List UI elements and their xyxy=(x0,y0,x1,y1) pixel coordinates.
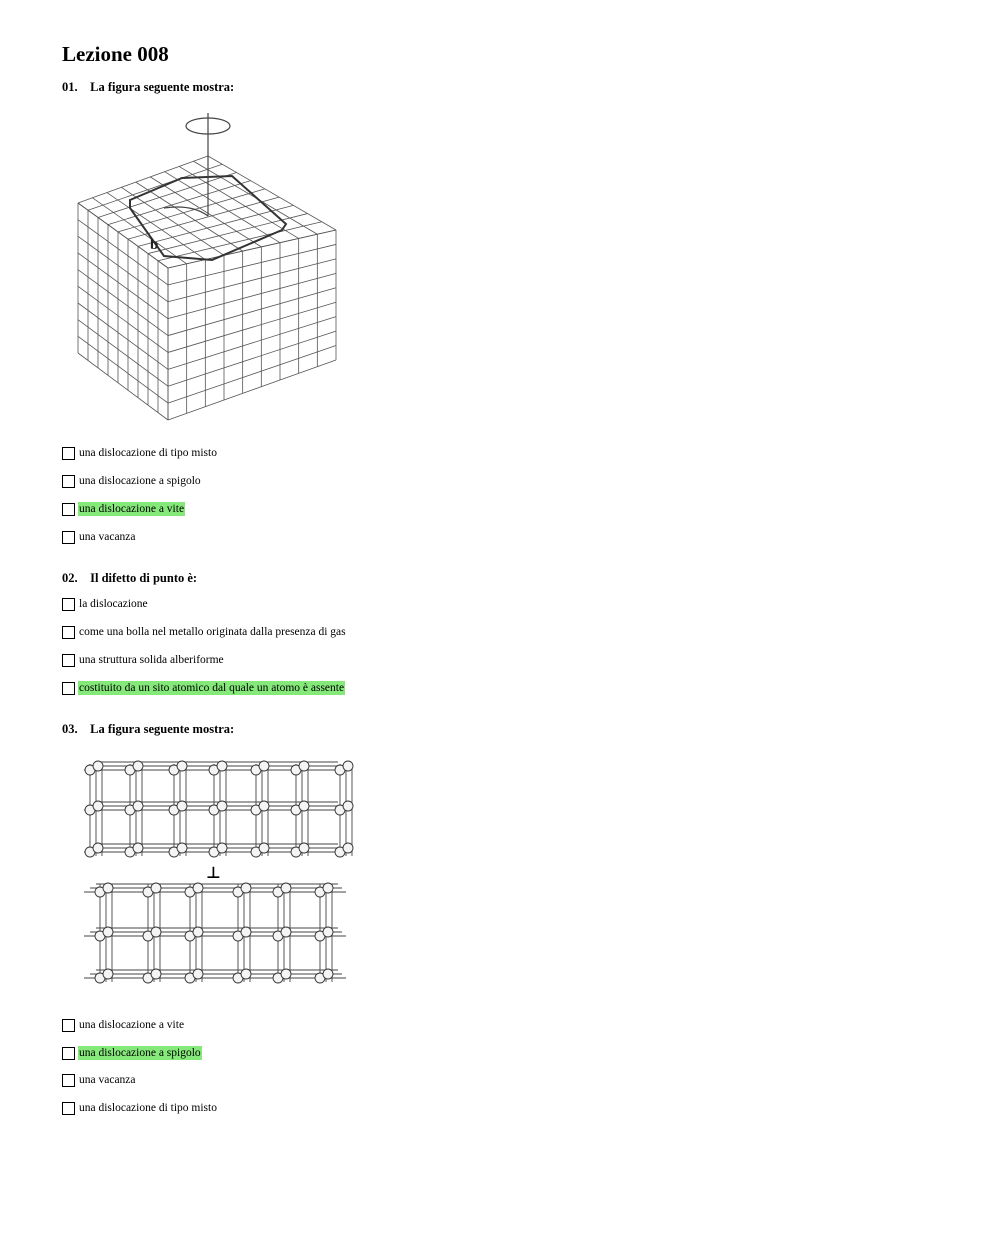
option-text: una vacanza xyxy=(79,1074,136,1086)
option-text-correct: una dislocazione a spigolo xyxy=(79,1047,201,1059)
option-text: una vacanza xyxy=(79,531,136,543)
option-03-a[interactable] xyxy=(62,1017,185,1033)
option-text: una dislocazione di tipo misto xyxy=(79,1102,217,1114)
question-number: 03. xyxy=(62,722,78,736)
option-01-d[interactable] xyxy=(62,529,137,545)
question-text: Il difetto di punto è: xyxy=(90,571,198,585)
checkbox[interactable] xyxy=(62,1102,75,1115)
checkbox[interactable] xyxy=(62,1019,75,1032)
option-text: una struttura solida alberiforme xyxy=(79,654,224,666)
question-number: 02. xyxy=(62,571,78,585)
question-02 xyxy=(62,571,197,586)
option-02-b[interactable] xyxy=(62,624,347,640)
option-text: una dislocazione a vite xyxy=(79,1019,185,1031)
checkbox[interactable] xyxy=(62,1047,75,1060)
option-text-correct: costituito da un sito atomico dal quale un atomo è assente xyxy=(79,682,345,694)
question-text: La figura seguente mostra: xyxy=(90,80,235,94)
option-03-d[interactable] xyxy=(62,1100,218,1116)
page-title: Lezione 008 xyxy=(62,42,169,66)
option-03-b[interactable] xyxy=(62,1045,202,1061)
screw-dislocation-figure xyxy=(72,108,344,428)
checkbox[interactable] xyxy=(62,503,75,516)
checkbox[interactable] xyxy=(62,1074,75,1087)
option-text: come una bolla nel metallo originata dalla presenza di gas xyxy=(79,626,346,638)
burgers-vector-label: b xyxy=(150,237,159,253)
option-02-d[interactable] xyxy=(62,680,345,696)
option-03-c[interactable] xyxy=(62,1072,137,1088)
option-01-c[interactable] xyxy=(62,501,185,517)
checkbox[interactable] xyxy=(62,654,75,667)
option-text: la dislocazione xyxy=(79,598,148,610)
checkbox[interactable] xyxy=(62,598,75,611)
question-text: La figura seguente mostra: xyxy=(90,722,235,736)
option-02-a[interactable] xyxy=(62,596,149,612)
question-number: 01. xyxy=(62,80,78,94)
checkbox[interactable] xyxy=(62,447,75,460)
checkbox[interactable] xyxy=(62,531,75,544)
edge-dislocation-symbol: ⊥ xyxy=(206,863,221,882)
option-text-correct: una dislocazione a vite xyxy=(79,503,185,515)
question-03 xyxy=(62,722,234,737)
option-text: una dislocazione di tipo misto xyxy=(79,447,217,459)
checkbox[interactable] xyxy=(62,475,75,488)
option-02-c[interactable] xyxy=(62,652,225,668)
edge-dislocation-figure xyxy=(70,752,360,1002)
option-01-b[interactable] xyxy=(62,473,202,489)
option-01-a[interactable] xyxy=(62,445,218,461)
checkbox[interactable] xyxy=(62,682,75,695)
checkbox[interactable] xyxy=(62,626,75,639)
question-01 xyxy=(62,80,234,95)
option-text: una dislocazione a spigolo xyxy=(79,475,201,487)
